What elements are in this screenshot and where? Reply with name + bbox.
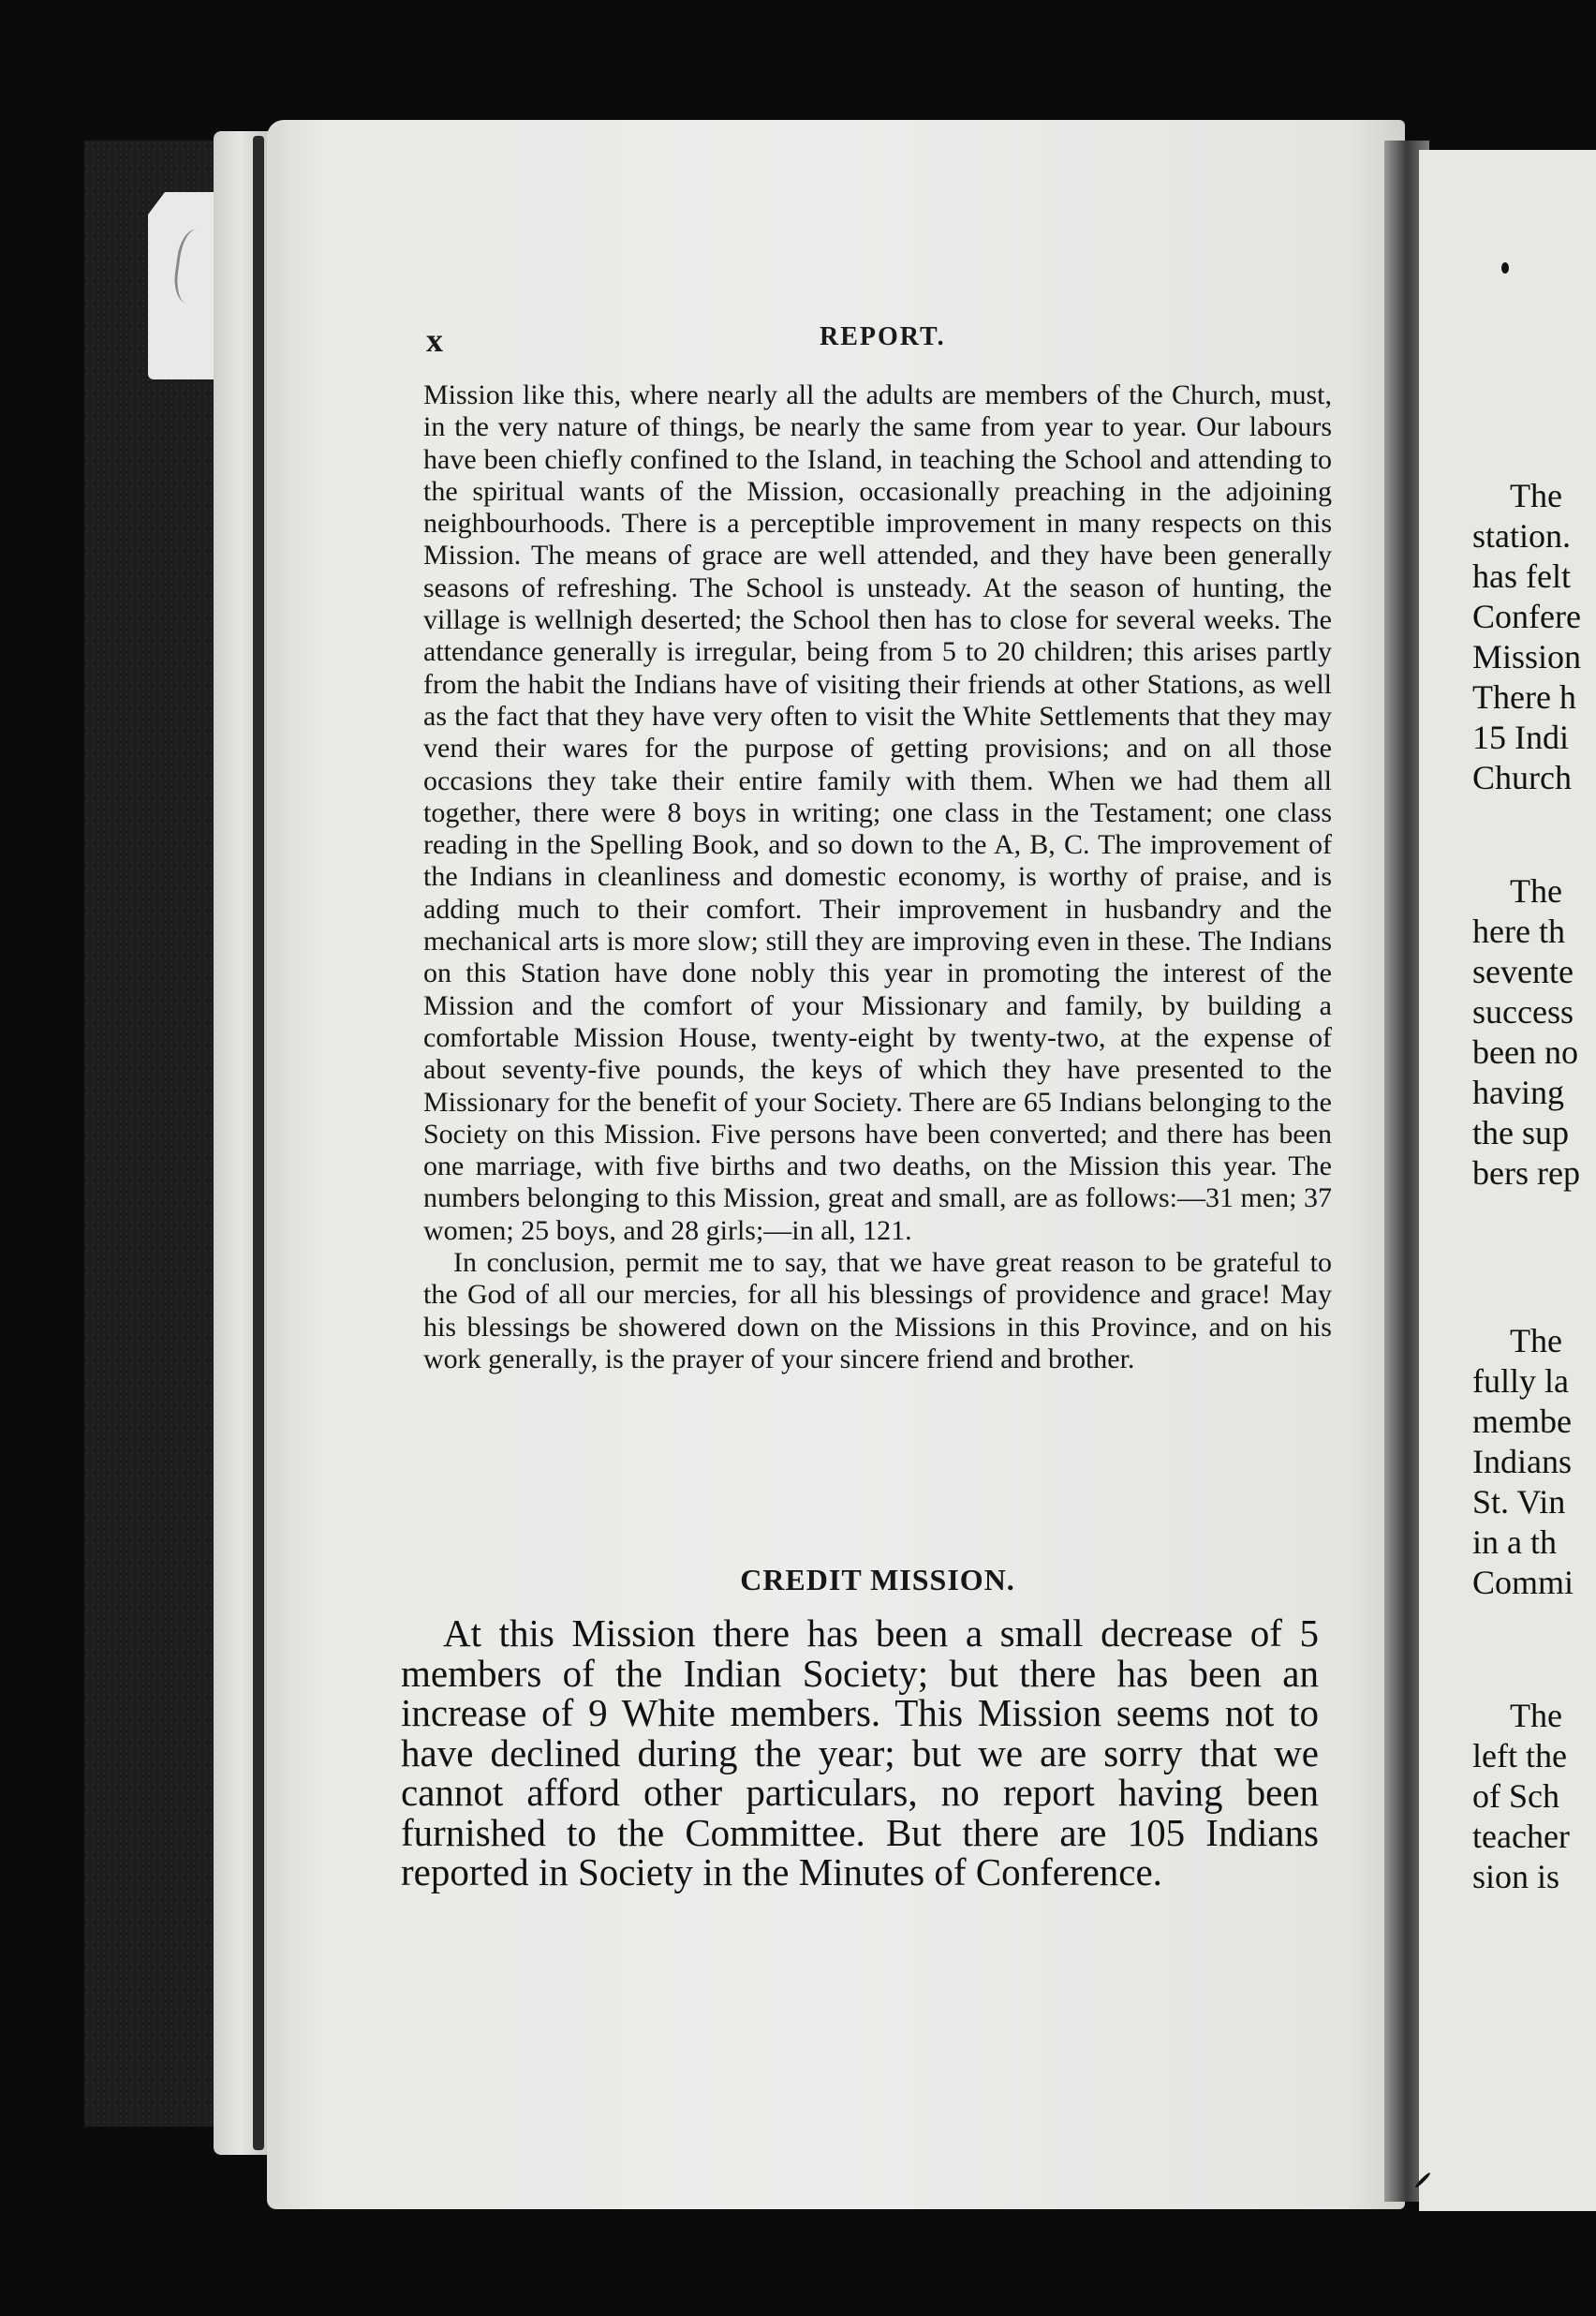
page-header [426,315,1316,362]
fragment-line: fully la [1472,1362,1569,1400]
fragment-line: been no [1472,1033,1578,1071]
paragraph: In conclusion, permit me to say, that we have great reason to be grateful to the God of all our mercies, for all his blessings of providence and grace! May his blessings be showered down on the Missions in this Province, and on his work generally, is the prayer of your sincere friend and brother. [423,1247,1332,1374]
fragment-line: The [1510,477,1562,514]
report-body [423,379,1332,1375]
fragment-line: here th [1472,913,1565,950]
fragment-line: in a th [1472,1523,1557,1561]
page-number: x [426,321,443,359]
fragment-line: Indians [1472,1443,1572,1480]
ink-speck [1501,262,1509,274]
fragment-line: has felt [1472,557,1571,595]
fragment-line: success [1472,993,1574,1031]
right-page-fragment-4 [1472,1696,1596,1897]
fragment-line: bers rep [1472,1154,1580,1192]
paragraph: Mission like this, where nearly all the adults are members of the Church, must, in the very nature of things, be nearly the same from year to year. Our labours have been chiefly confined to the Island, in teaching the School and attending to the spiritual wants of the Mission, occasionally preaching in the adjoining neighbourhoods. There is a perceptible improvement in many respects on this Mission. The means of grace are well attended, and they have been generally seasons of refreshing. The School is unsteady. At the season of hunting, the village is wellnigh deserted; the School then has to close for several weeks. The attendance generally is irregular, being from 5 to 20 children; this arises partly from the habit the Indians have of visiting their friends at other Stations, as well as the fact that they have very often to visit the White Settlements that they may vend their wares for the purpose of getting provisions; and on all those occasions they take their entire family with them. When we had them all together, there were 8 boys in writing; one class in the Testament; one class reading in the Spelling Book, and so down to the A, B, C. The improvement of the Indians in cleanliness and domestic economy, is worthy of praise, and is adding much to their comfort. Their improvement in husbandry and the mechanical arts is more slow; still they are improving even in these. The Indians on this Station have done nobly this year in promoting the interest of the Mission and the comfort of your Missionary and family, by building a comfortable Mission House, twenty-eight by twenty-two, at the expense of about seventy-five pounds, the keys of which they have presented to the Missionary for the benefit of your Society. There are 65 Indians belonging to the Society on this Mission. Five persons have been converted; and there has been one marriage, with five births and two deaths, on the Mission this year. The numbers belonging to this Mission, great and small, are as follows:—31 men; 37 women; 25 boys, and 28 girls;—in all, 121. [423,379,1332,1246]
fragment-line: 15 Indi [1472,719,1569,756]
fragment-line: Mission [1472,638,1582,676]
fragment-line: The [1510,1697,1562,1734]
right-page-fragment-3 [1472,1321,1596,1603]
binding-shadow [253,136,264,2150]
fragment-line: The [1510,1322,1562,1359]
running-head: REPORT. [820,322,946,351]
fragment-line: sevente [1472,953,1574,990]
fragment-line: the sup [1472,1114,1569,1151]
fragment-line: Confere [1472,598,1581,635]
fragment-line: The [1510,872,1562,910]
right-page-fragment-2 [1472,871,1596,1194]
fragment-line: There h [1472,678,1576,716]
credit-mission-section [401,1613,1319,1893]
section-heading: CREDIT MISSION. [740,1563,1015,1596]
fragment-line: sion is [1472,1858,1560,1895]
fragment-line: left the [1472,1737,1567,1774]
fragment-line: St. Vin [1472,1483,1566,1521]
fragment-line: of Sch [1472,1777,1559,1815]
fragment-line: station. [1472,517,1571,555]
right-page-fragment-1 [1472,476,1596,798]
fragment-line: having [1472,1074,1564,1111]
fragment-line: Commi [1472,1564,1574,1601]
fragment-line: membe [1472,1403,1572,1440]
paragraph: At this Mission there has been a small decrease of 5 members of the Indian Society; but there has been an increase of 9 White members. This Mission seems not to have declined during the year; but we are sorry that we cannot afford other particulars, no report having been furnished to the Committee. But there are 105 Indians reported in Society in the Minutes of Conference. [401,1611,1319,1893]
fragment-line: Church [1472,759,1572,796]
fragment-line: teacher [1472,1818,1570,1855]
